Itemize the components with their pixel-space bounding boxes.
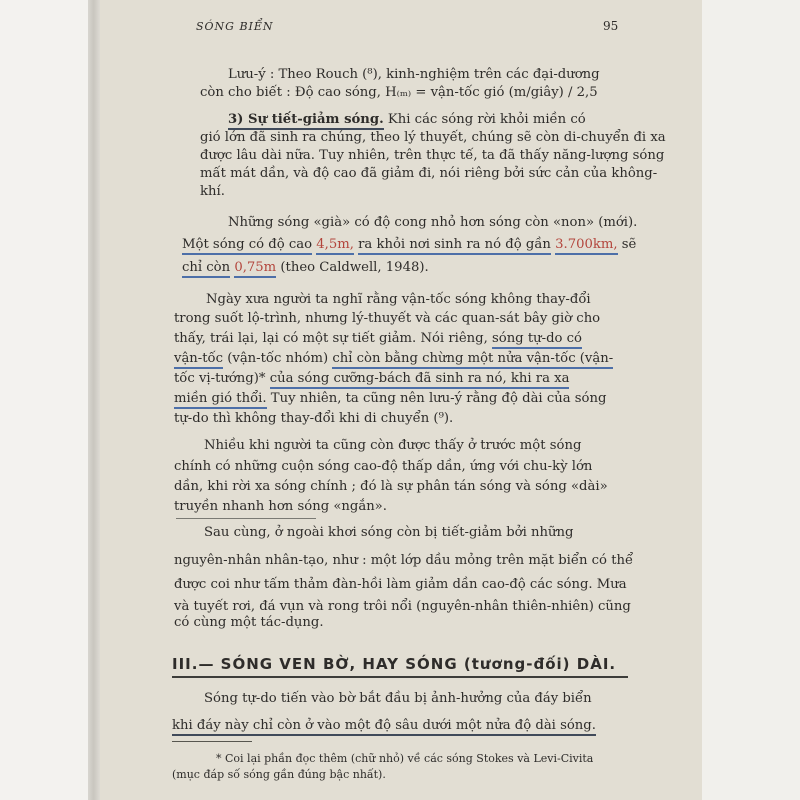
para3-line-6 [174, 390, 606, 408]
section-iii-heading: III.— SÓNG VEN BỜ, HAY SÓNG (tương-đối) DÀI. [172, 655, 617, 673]
para4-line-4: truyền nhanh hơn sóng «ngắn». [174, 499, 387, 514]
para5-line-5: có cùng một tác-dụng. [174, 615, 324, 630]
book-page [100, 0, 702, 800]
section-3-line-1 [228, 111, 586, 129]
para2-line-2 [182, 236, 636, 254]
footnote-line-2: (mục đáp số sóng gần đúng bậc nhất). [172, 768, 386, 781]
para2-underlined-a: Một sóng có độ cao [182, 237, 312, 255]
running-head: SÓNG BIỂN [196, 20, 274, 33]
para3-underlined-4b: chỉ còn bằng chừng một nửa vận-tốc (vận- [332, 351, 613, 369]
section-3-line-5: khí. [200, 184, 225, 199]
para2-red-value-1: 4,5m, [316, 237, 354, 255]
para5-line-1: Sau cùng, ở ngoài khơi sóng còn bị tiết-giảm bởi những [204, 525, 574, 540]
para3-underlined-5: của sóng cưỡng-bách đã sinh ra nó, khi ra xa [270, 371, 570, 389]
pencil-line-para4 [176, 518, 316, 519]
para3-line-7: tự-do thì không thay-đổi khi di chuyển (⁹). [174, 411, 454, 426]
section-iii-line-2 [172, 717, 596, 735]
para2-red-value-3: 0,75m [234, 260, 276, 278]
para4-line-2: chính có những cuộn sóng cao-độ thấp dần, ứng với chu-kỳ lớn [174, 459, 593, 474]
para4-line-1: Nhiều khi người ta cũng còn được thấy ở trước một sóng [204, 438, 582, 453]
para3-text-3: thấy, trái lại, lại có một sự tiết giảm. Nói riêng, [174, 331, 488, 346]
background-right [702, 0, 800, 800]
para2-underlined-c: chỉ còn [182, 260, 230, 278]
para3-underlined-3: sóng tự-do có [492, 331, 582, 349]
para3-line-1: Ngày xưa người ta nghĩ rằng vận-tốc sóng không thay-đổi [206, 292, 591, 307]
section-iii-line-1: Sóng tự-do tiến vào bờ bắt đầu bị ảnh-hưởng của đáy biển [204, 691, 592, 706]
note-line-1: Lưu-ý : Theo Rouch (⁸), kinh-nghiệm trên các đại-dương [228, 67, 600, 82]
para5-line-4: và tuyết rơi, đá vụn và rong trôi nổi (nguyên-nhân thiên-nhiên) cũng [174, 599, 631, 614]
section-3-line-4: mất mát dần, và độ cao đã giảm đi, nói riêng bởi sức cản của không- [200, 166, 658, 181]
para3-text-6: Tuy nhiên, ta cũng nên lưu-ý rằng độ dài của sóng [270, 391, 607, 406]
note-line-2: còn cho biết : Độ cao sóng, H₍ₘ₎ = vận-tốc gió (m/giây) / 2,5 [200, 85, 598, 100]
para3-line-2: trong suốt lộ-trình, nhưng lý-thuyết và các quan-sát bây giờ cho [174, 311, 601, 326]
para3-line-3 [174, 330, 582, 348]
para2-line-1: Những sóng «già» có độ cong nhỏ hơn sóng còn «non» (mới). [228, 215, 638, 230]
page-number: 95 [603, 19, 619, 33]
para3-text-5: tốc vị-tướng)* [174, 371, 266, 386]
para3-line-4 [174, 350, 613, 368]
section-3-line-2: gió lớn đã sinh ra chúng, theo lý thuyết, chúng sẽ còn di-chuyển đi xa [200, 130, 666, 145]
para5-line-2: nguyên-nhân nhân-tạo, như : một lớp dầu mỏng trên mặt biển có thể [174, 553, 634, 568]
para3-underlined-4a: vận-tốc [174, 351, 223, 369]
para2-line-3 [182, 259, 429, 277]
footnote-line-1: * Coi lại phần đọc thêm (chữ nhỏ) về các sóng Stokes và Levi-Civita [216, 752, 594, 765]
para2-text: sẽ [621, 237, 637, 252]
para4-line-3: dần, khi rời xa sóng chính ; đó là sự phân tán sóng và sóng «dài» [174, 479, 608, 494]
footnote-rule [172, 741, 252, 742]
para5-line-3: được coi như tấm thảm đàn-hồi làm giảm dần cao-độ các sóng. Mưa [174, 577, 627, 592]
background-left [0, 0, 98, 800]
para3-text-4: (vận-tốc nhóm) [227, 351, 329, 366]
section-3-heading: 3) Sự tiết-giảm sóng. [228, 112, 384, 130]
para3-underlined-6: miền gió thổi. [174, 391, 267, 409]
para2-red-value-2: 3.700km, [555, 237, 617, 255]
para2-underlined-b: ra khỏi nơi sinh ra nó độ gần [358, 237, 551, 255]
para3-line-5 [174, 370, 569, 388]
section-iii-underlined: khi đáy này chỉ còn ở vào một độ sâu dưới một nửa độ dài sóng. [172, 718, 596, 736]
section-3-text: Khi các sóng rời khỏi miền có [387, 112, 586, 127]
para2-citation: (theo Caldwell, 1948). [280, 260, 429, 275]
section-iii-underline [172, 676, 628, 678]
section-3-line-3: được lâu dài nữa. Tuy nhiên, trên thực tế, ta đã thấy năng-lượng sóng [200, 148, 665, 163]
